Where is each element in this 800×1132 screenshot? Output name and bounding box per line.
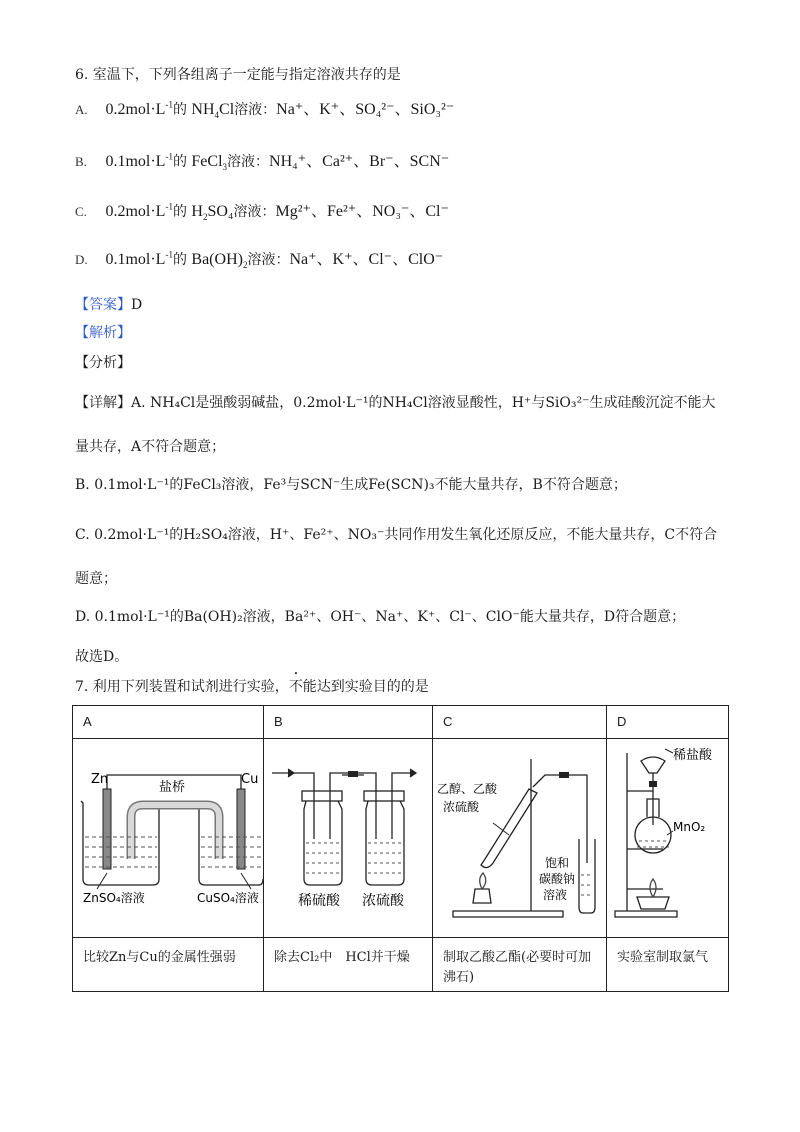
- figure-d-cell: [607, 739, 729, 938]
- galvanic-cell-diagram: [73, 739, 263, 933]
- detail-a-line2: 量共存，A不符合题意；: [75, 439, 226, 455]
- ester-apparatus-diagram: [433, 739, 606, 933]
- q6-option-a: A. $0.2mol\cdot L^{-1}$的 $NH_4Cl$溶液：Na⁺、K⁺、SO₄²⁻、SiO₃²⁻: [75, 99, 455, 121]
- detail-c-line2: 题意；: [75, 571, 117, 587]
- figure-c-cell: [433, 739, 607, 938]
- caption-a: 比较Zn与Cu的金属性强弱: [73, 938, 264, 992]
- svg-text:浓硫酸: 浓硫酸: [362, 893, 404, 909]
- header-d: D: [607, 706, 729, 739]
- caption-b: 除去Cl₂中 HCl并干燥: [264, 938, 433, 992]
- header-b: B: [264, 706, 433, 739]
- caption-d: 实验室制取氯气: [607, 938, 729, 992]
- conclusion: 故选D。: [75, 649, 129, 665]
- detail-c-line1: C. 0.2mol·L⁻¹的H₂SO₄溶液，H⁺、Fe²⁺、NO₃⁻共同作用发生氧化还原反应，不能大量共存，C不符合: [75, 527, 718, 543]
- wash-bottles-diagram: [264, 739, 432, 933]
- detail-d: D. 0.1mol·L⁻¹的Ba(OH)₂溶液，Ba²⁺、OH⁻、Na⁺、K⁺、Cl⁻、ClO⁻能大量共存，D符合题意；: [75, 609, 686, 625]
- header-a: A: [73, 706, 264, 739]
- q6-option-b: B. $0.1mol\cdot L^{-1}$的 FeCl$_3$溶液：NH₄⁺、Ca²⁺、Br⁻、SCN⁻: [75, 151, 450, 173]
- figure-b-cell: [264, 739, 433, 938]
- fenxi-label: 【分析】: [75, 355, 131, 371]
- caption-c: 制取乙酸乙酯(必要时可加沸石): [433, 938, 607, 992]
- analysis-label: 【解析】: [75, 325, 131, 341]
- svg-text:饱和: 饱和: [545, 856, 570, 870]
- svg-text:盐桥: 盐桥: [159, 780, 186, 795]
- q7-stem: 7. 利用下列装置和试剂进行实验，不能达到实验目的的是: [75, 679, 429, 695]
- q6-option-c: C. $0.2mol\cdot L^{-1}$的 $H_2SO_4$溶液：Mg²⁺、Fe²⁺、NO₃⁻、Cl⁻: [75, 201, 449, 223]
- svg-text:Cu: Cu: [241, 772, 259, 787]
- svg-text:Zn: Zn: [91, 772, 109, 787]
- svg-text:稀硫酸: 稀硫酸: [298, 893, 340, 909]
- answer-label: 【答案】: [75, 297, 131, 313]
- svg-text:CuSO₄溶液: CuSO₄溶液: [197, 891, 259, 905]
- svg-text:稀盐酸: 稀盐酸: [673, 748, 713, 763]
- figure-a-cell: [73, 739, 264, 938]
- q6-option-d: D. $0.1mol\cdot L^{-1}$的 $Ba(OH)_2$溶液：Na⁺、K⁺、Cl⁻、ClO⁻: [75, 249, 444, 271]
- answer-value: D: [131, 297, 143, 313]
- q7-emphasis: 不能: [288, 679, 317, 695]
- svg-text:ZnSO₄溶液: ZnSO₄溶液: [83, 891, 145, 905]
- q6-stem: 6. 室温下，下列各组离子一定能与指定溶液共存的是: [75, 67, 401, 83]
- detail-a-line1: 【详解】A. NH₄Cl是强酸弱碱盐，0.2mol·L⁻¹的NH₄Cl溶液显酸性，H⁺与SiO₃²⁻生成硅酸沉淀不能大: [75, 395, 716, 411]
- answer-line: [75, 294, 142, 314]
- svg-text:浓硫酸: 浓硫酸: [443, 800, 480, 814]
- svg-text:MnO₂: MnO₂: [673, 820, 706, 834]
- experiment-table: [72, 705, 729, 992]
- svg-text:乙醇、乙酸: 乙醇、乙酸: [437, 782, 498, 796]
- chlorine-generator-diagram: [607, 739, 728, 933]
- svg-text:溶液: 溶液: [543, 888, 568, 902]
- detail-b: B. 0.1mol·L⁻¹的FeCl₃溶液，Fe³与SCN⁻生成Fe(SCN)₃不能大量共存，B不符合题意；: [75, 477, 627, 493]
- header-c: C: [433, 706, 607, 739]
- svg-text:碳酸钠: 碳酸钠: [539, 872, 576, 886]
